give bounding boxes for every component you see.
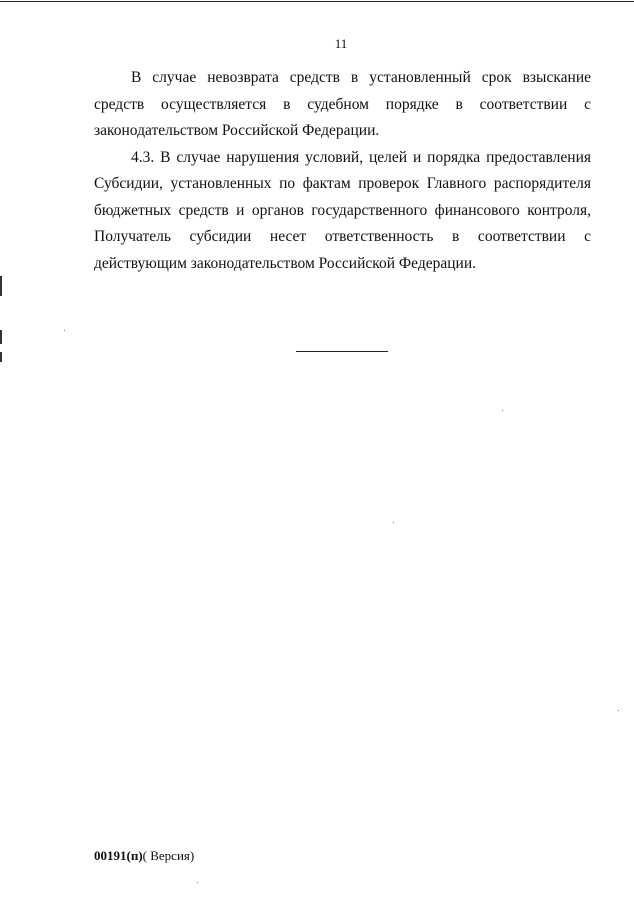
end-of-text-rule bbox=[296, 351, 388, 352]
footer-document-code: 00191(п) bbox=[94, 848, 143, 863]
scan-speck bbox=[393, 522, 394, 523]
scan-speck bbox=[197, 882, 198, 883]
paragraph-refund-recovery: В случае невозврата средств в установленный срок взыскание средств осуществляется в судебном порядке в соответствии с законодательством Российской Федерации. bbox=[94, 69, 591, 139]
footer bbox=[94, 848, 194, 864]
top-scan-border bbox=[0, 1, 634, 2]
document-body bbox=[94, 65, 591, 277]
scan-margin-mark bbox=[0, 352, 2, 362]
scan-margin-mark bbox=[0, 330, 2, 344]
scan-margin-mark bbox=[0, 276, 2, 296]
footer-version: ( Версия) bbox=[142, 848, 195, 863]
scan-speck bbox=[502, 410, 503, 411]
scan-speck bbox=[618, 710, 619, 711]
paragraph-4-3-liability: 4.3. В случае нарушения условий, целей и порядка предоставления Субсидии, установленных по фактам проверок Главного распорядителя бюджетных средств и органов государственного финансового контроля, Получатель субсидии несет ответственность в соответствии с действующим законодательством Российской Федерации. bbox=[94, 148, 591, 272]
scan-speck bbox=[64, 330, 65, 331]
page-number: 11 bbox=[334, 36, 348, 51]
